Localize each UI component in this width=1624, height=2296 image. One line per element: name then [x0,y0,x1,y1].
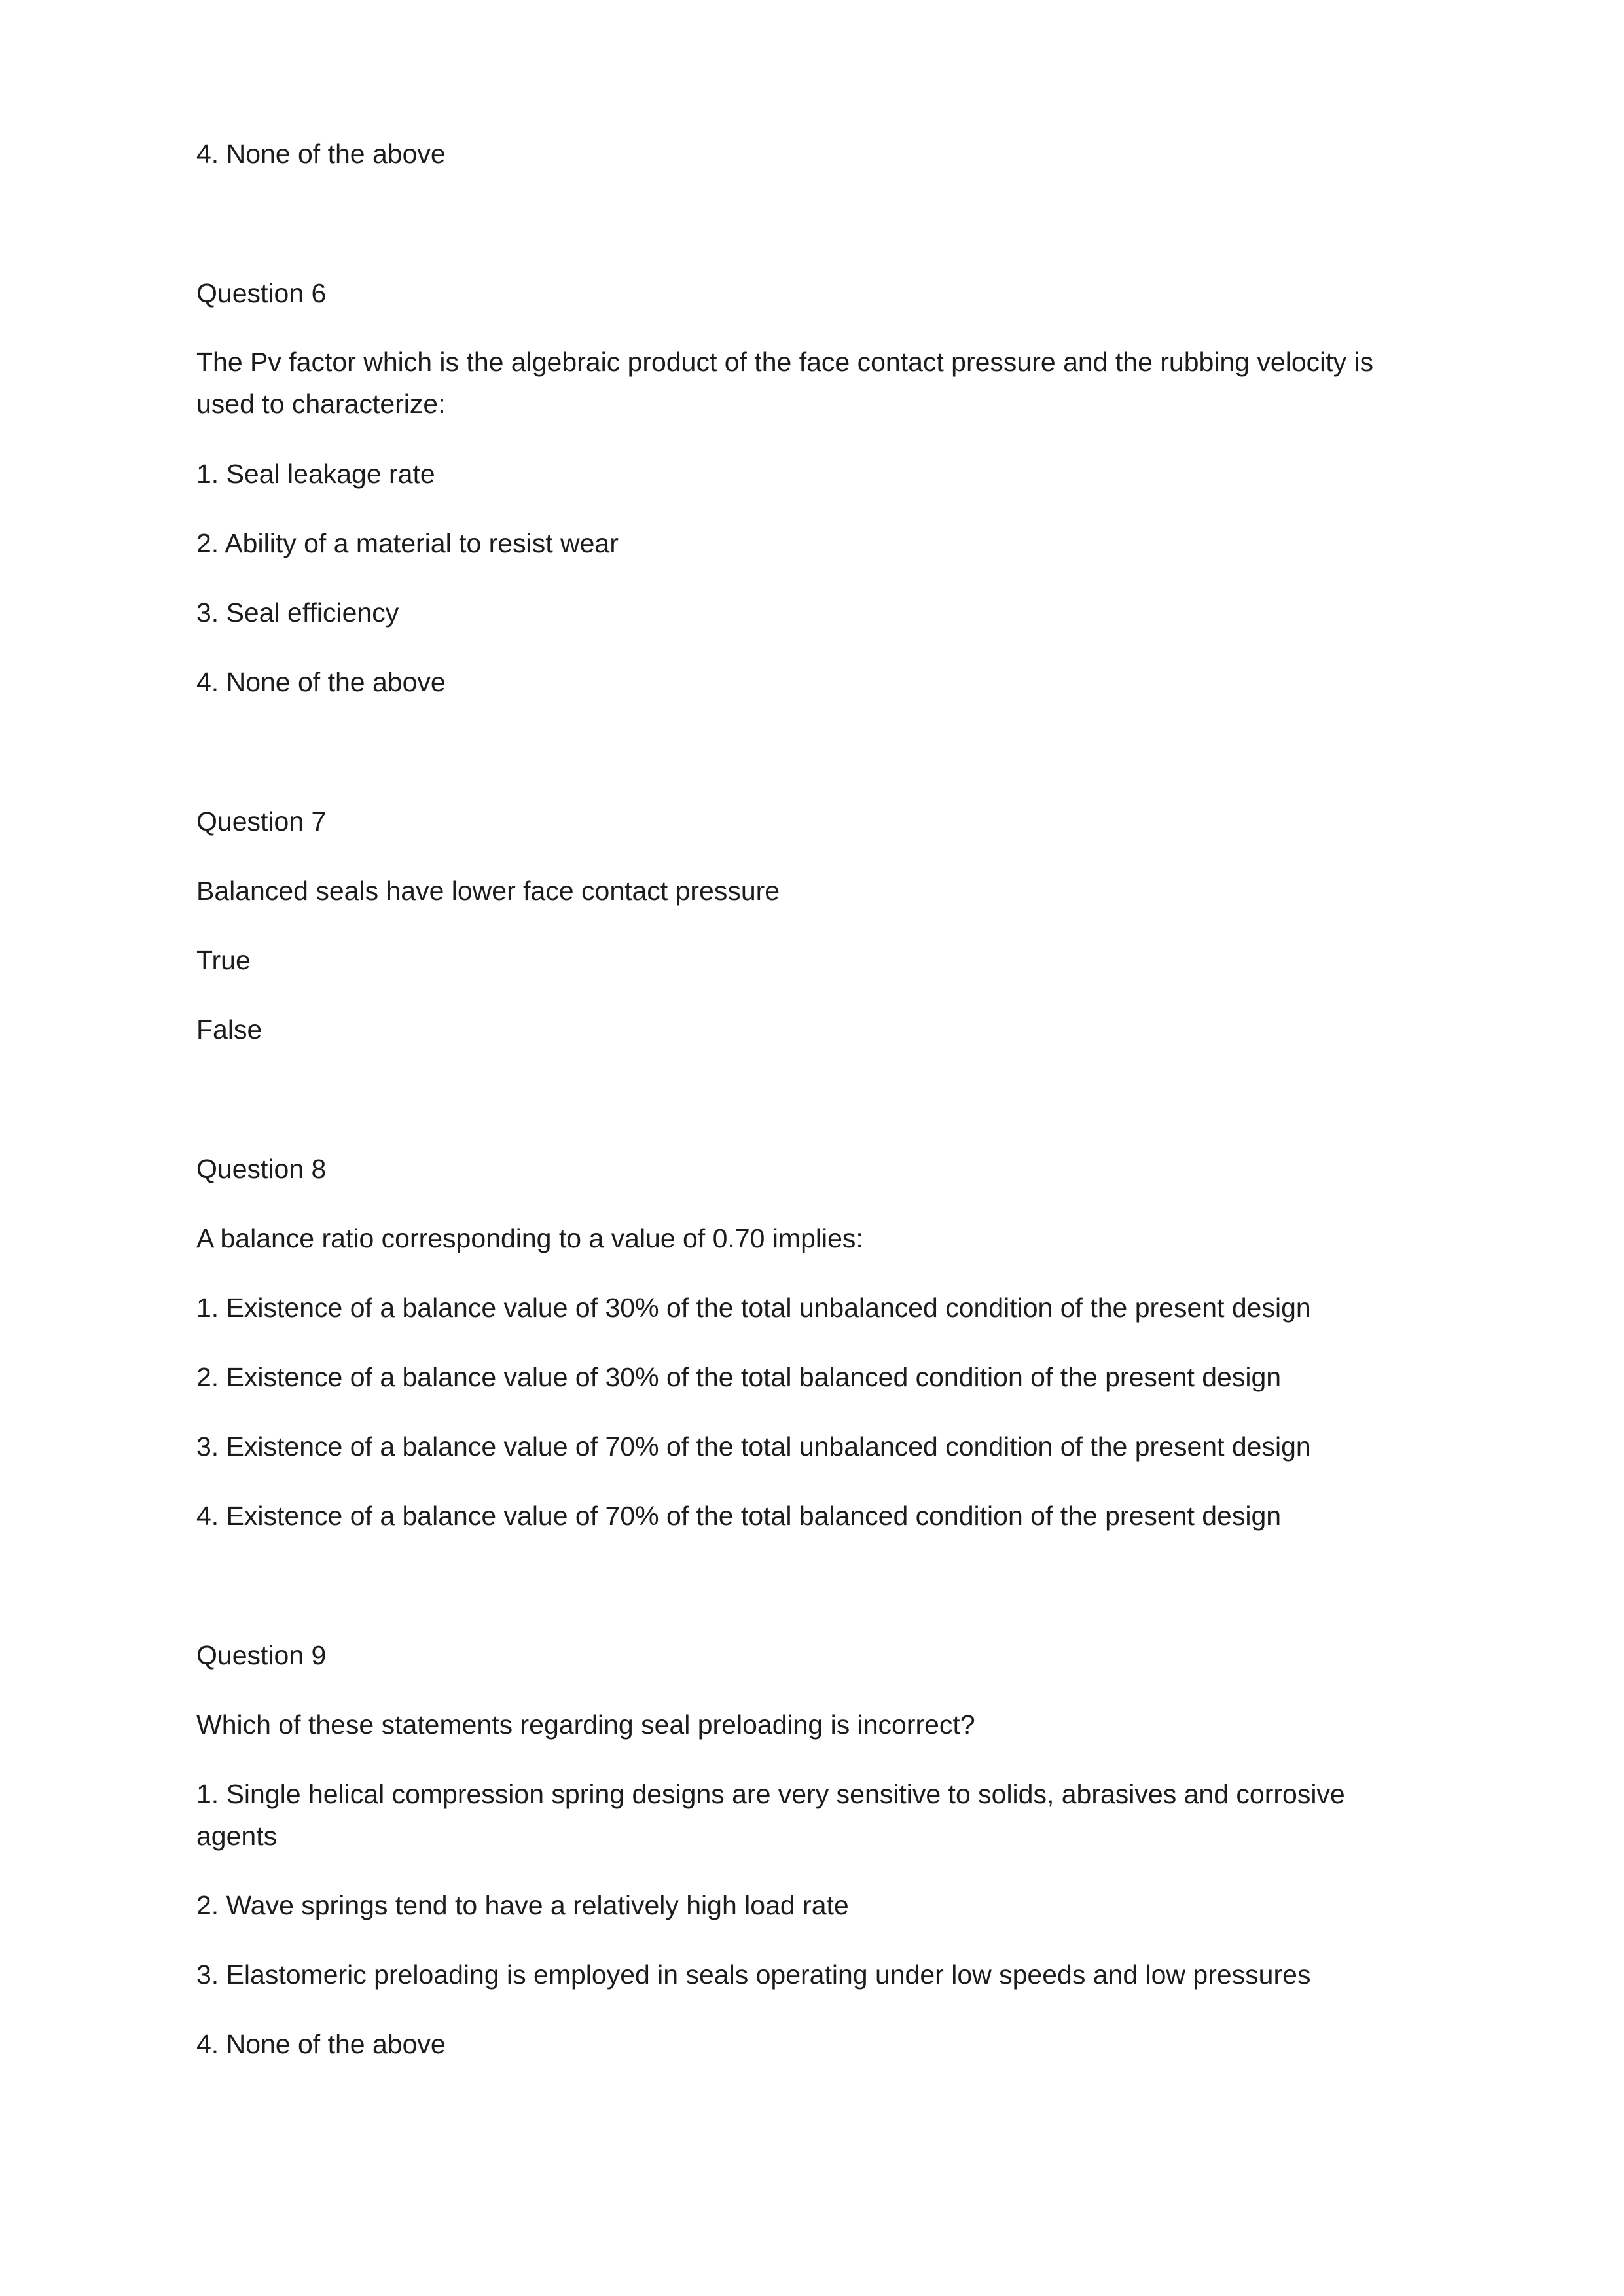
answer-option: 4. None of the above [196,667,446,697]
answer-option: 1. Existence of a balance value of 30% of the total unbalanced condition of the present design [196,1293,1311,1323]
answer-option: 1. Seal leakage rate [196,459,435,489]
answer-option: 4. None of the above [196,2029,446,2059]
answer-option: 3. Elastomeric preloading is employed in seals operating under low speeds and low pressures [196,1960,1311,1990]
question-prompt: Balanced seals have lower face contact pressure [196,876,780,906]
answer-option: 3. Seal efficiency [196,598,399,628]
question-prompt: Which of these statements regarding seal preloading is incorrect? [196,1710,975,1740]
answer-option: True [196,945,251,975]
answer-option: False [196,1014,262,1045]
answer-option: 2. Wave springs tend to have a relatively high load rate [196,1890,849,1920]
question-heading: Question 7 [196,806,327,836]
question-heading: Question 9 [196,1640,327,1670]
answer-option: 2. Ability of a material to resist wear [196,528,619,558]
answer-option: 4. Existence of a balance value of 70% of the total balanced condition of the present design [196,1501,1282,1531]
answer-option-continued: agents [196,1821,278,1851]
answer-option: 1. Single helical compression spring designs are very sensitive to solids, abrasives and corrosive [196,1779,1345,1809]
question-prompt: A balance ratio corresponding to a value of 0.70 implies: [196,1223,863,1253]
question-prompt-continued: used to characterize: [196,389,446,419]
question-heading: Question 6 [196,278,327,308]
answer-option: 2. Existence of a balance value of 30% of the total balanced condition of the present design [196,1362,1282,1392]
question-prompt: The Pv factor which is the algebraic product of the face contact pressure and the rubbing velocity is [196,347,1374,377]
question-heading: Question 8 [196,1154,327,1184]
prev-question-option-4: 4. None of the above [196,139,446,169]
answer-option: 3. Existence of a balance value of 70% of the total unbalanced condition of the present design [196,1431,1311,1462]
